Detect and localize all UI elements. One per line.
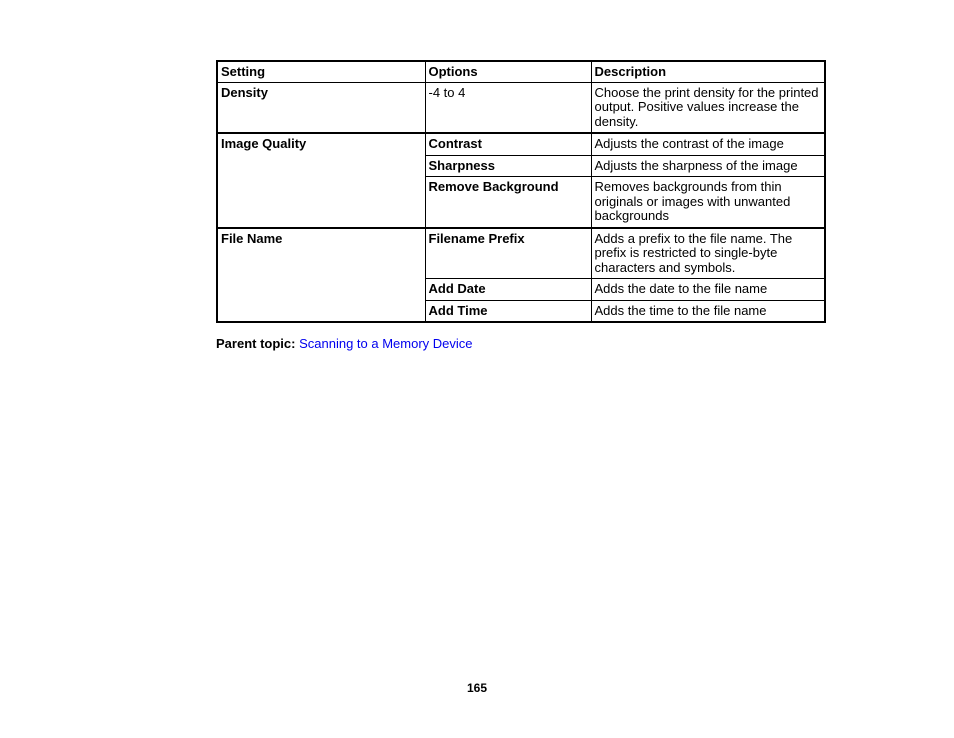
table-row <box>217 82 825 133</box>
description-sharpness: Adjusts the sharpness of the image <box>591 155 825 177</box>
parent-topic <box>216 336 473 351</box>
description-add-time: Adds the time to the file name <box>591 300 825 322</box>
description-filename-prefix: Adds a prefix to the file name. The prefix is restricted to single-byte characters and symbols. <box>591 228 825 279</box>
header-description: Description <box>591 61 825 82</box>
settings-table <box>216 60 826 323</box>
header-options: Options <box>425 61 591 82</box>
setting-density: Density <box>217 82 425 133</box>
setting-file-name: File Name <box>217 228 425 323</box>
description-contrast: Adjusts the contrast of the image <box>591 133 825 155</box>
header-setting: Setting <box>217 61 425 82</box>
table-row <box>217 133 825 155</box>
option-filename-prefix: Filename Prefix <box>425 228 591 279</box>
option-density-range: -4 to 4 <box>425 82 591 133</box>
description-density: Choose the print density for the printed output. Positive values increase the density. <box>591 82 825 133</box>
option-contrast: Contrast <box>425 133 591 155</box>
description-add-date: Adds the date to the file name <box>591 279 825 301</box>
description-remove-background: Removes backgrounds from thin originals or images with unwanted backgrounds <box>591 177 825 228</box>
setting-image-quality: Image Quality <box>217 133 425 228</box>
parent-topic-link[interactable]: Scanning to a Memory Device <box>299 336 473 351</box>
option-add-date: Add Date <box>425 279 591 301</box>
option-remove-background: Remove Background <box>425 177 591 228</box>
option-sharpness: Sharpness <box>425 155 591 177</box>
parent-topic-label: Parent topic: <box>216 336 296 351</box>
table-header-row <box>217 61 825 82</box>
table-row <box>217 228 825 279</box>
option-add-time: Add Time <box>425 300 591 322</box>
page-number: 165 <box>466 681 488 695</box>
